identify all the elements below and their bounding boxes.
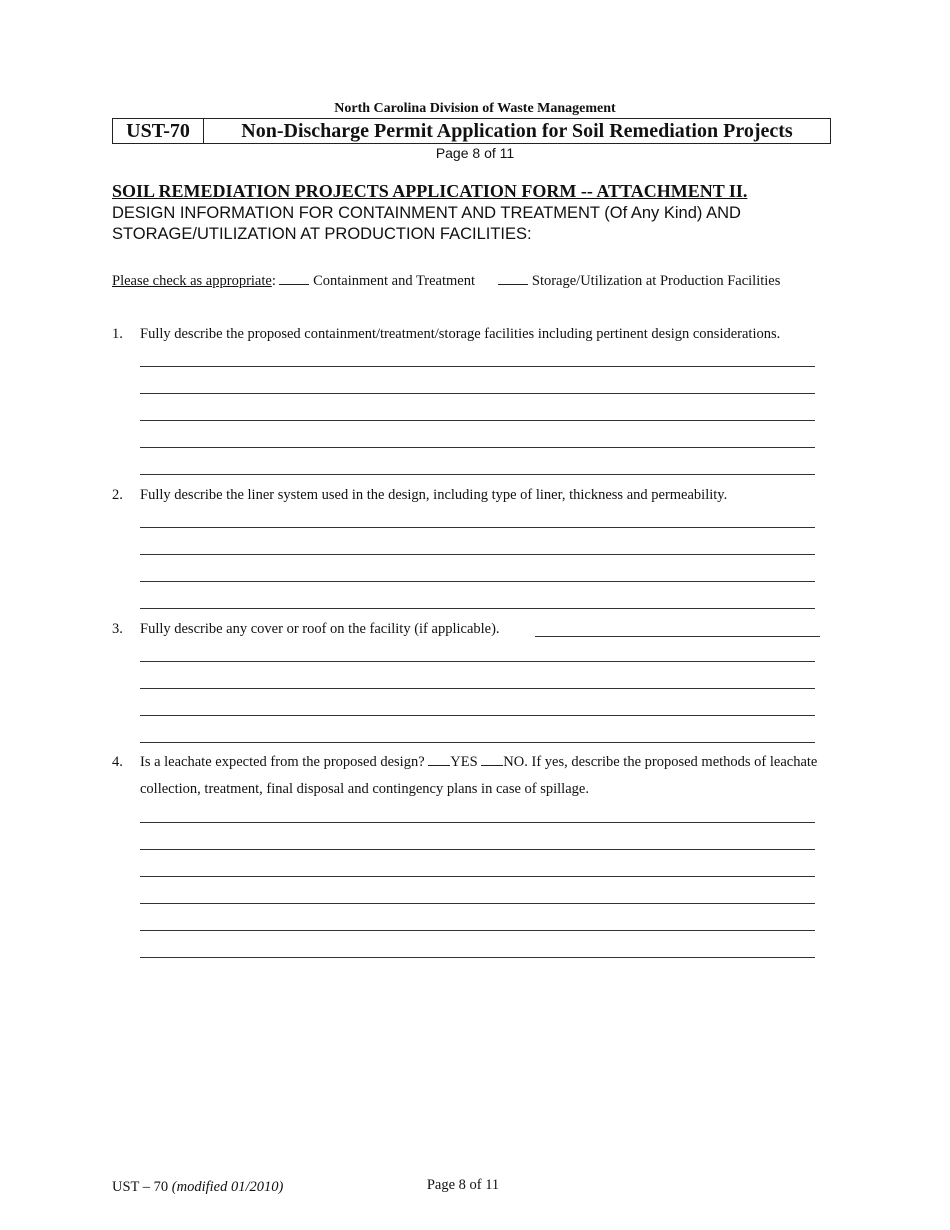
question-4 — [112, 749, 832, 803]
answer-line[interactable] — [140, 581, 815, 582]
answer-line[interactable] — [140, 661, 815, 662]
question-number: 3. — [112, 621, 123, 637]
yes-label: YES — [450, 754, 478, 770]
question-text: Fully describe any cover or roof on the facility (if applicable). — [140, 621, 500, 637]
question-text — [140, 749, 832, 803]
answer-line[interactable] — [140, 849, 815, 850]
no-label: NO. — [503, 754, 528, 770]
no-blank[interactable] — [481, 753, 503, 766]
section-subheading: DESIGN INFORMATION FOR CONTAINMENT AND TREATMENT (Of Any Kind) AND STORAGE/UTILIZATION AT PRODUCTION FACILITIES: — [112, 204, 741, 243]
check-row — [112, 272, 832, 290]
answer-line[interactable] — [140, 957, 815, 958]
check-label: Please check as appropriate — [112, 273, 272, 289]
yes-blank[interactable] — [428, 753, 450, 766]
form-title-box — [112, 118, 831, 144]
check-option-storage: Storage/Utilization at Production Facilities — [531, 273, 781, 289]
answer-line[interactable] — [140, 527, 815, 528]
answer-line[interactable] — [140, 715, 815, 716]
answer-line[interactable] — [140, 742, 815, 743]
footer-modified: (modified 01/2010) — [171, 1179, 284, 1195]
answer-line[interactable] — [140, 930, 815, 931]
answer-line[interactable] — [140, 608, 815, 609]
question-number: 2. — [112, 487, 123, 503]
footer-page-number: Page 8 of 11 — [426, 1177, 500, 1193]
answer-line[interactable] — [535, 636, 820, 637]
checkbox-containment-blank[interactable] — [279, 272, 309, 285]
page-number-top: Page 8 of 11 — [435, 145, 515, 161]
section-heading: SOIL REMEDIATION PROJECTS APPLICATION FORM -- ATTACHMENT II. — [112, 181, 748, 201]
answer-line[interactable] — [140, 822, 815, 823]
check-colon: : — [271, 273, 280, 289]
question-text-b: If yes, describe the proposed methods of leachate collection, treatment, final disposal and contingency plans in case of spillage. — [140, 754, 818, 797]
question-text: Fully describe the liner system used in the design, including type of liner, thickness and permeability. — [140, 487, 728, 503]
answer-line[interactable] — [140, 554, 815, 555]
answer-line[interactable] — [140, 876, 815, 877]
question-text-a: Is a leachate expected from the proposed design? — [140, 754, 425, 770]
question-text: Fully describe the proposed containment/treatment/storage facilities including pertinent design considerations. — [140, 326, 781, 342]
agency-name: North Carolina Division of Waste Management — [334, 101, 616, 116]
answer-line[interactable] — [140, 393, 815, 394]
answer-line[interactable] — [140, 688, 815, 689]
question-number: 4. — [112, 754, 123, 770]
question-number: 1. — [112, 326, 123, 342]
form-title: Non-Discharge Permit Application for Soil Remediation Projects — [241, 119, 793, 142]
form-code: UST-70 — [113, 119, 204, 143]
checkbox-storage-blank[interactable] — [498, 272, 528, 285]
answer-line[interactable] — [140, 420, 815, 421]
check-option-containment: Containment and Treatment — [313, 273, 476, 289]
answer-line[interactable] — [140, 474, 815, 475]
footer-code: UST – 70 — [112, 1179, 169, 1195]
answer-line[interactable] — [140, 903, 815, 904]
answer-line[interactable] — [140, 447, 815, 448]
answer-line[interactable] — [140, 366, 815, 367]
